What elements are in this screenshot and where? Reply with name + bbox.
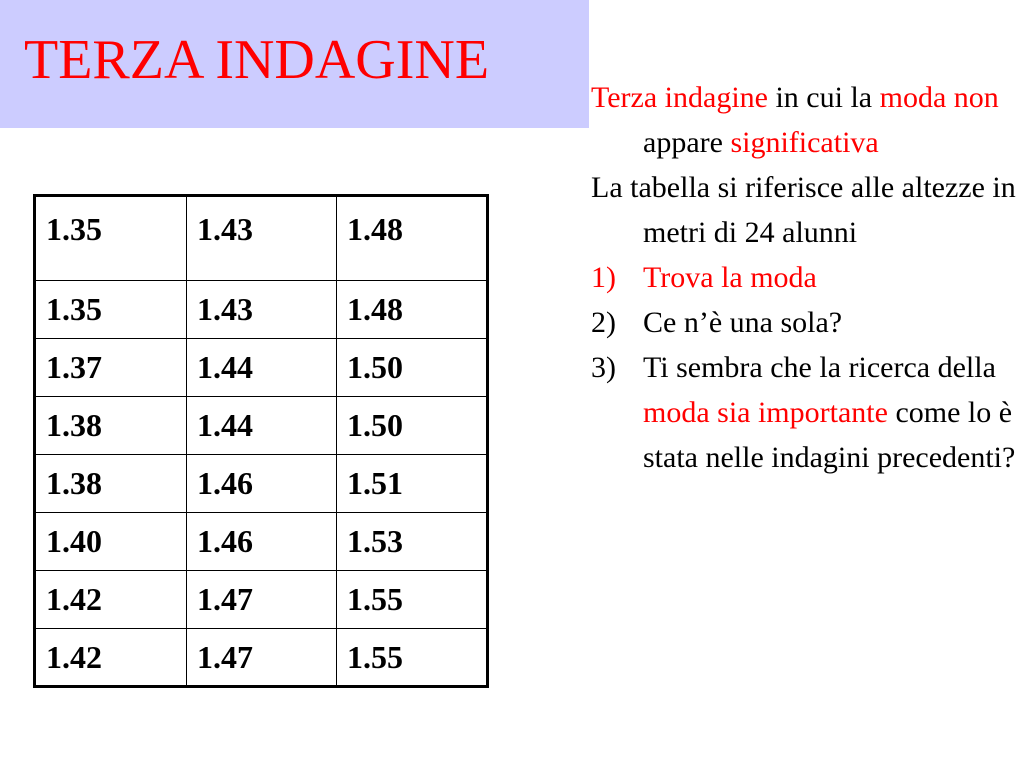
question-text-1: Trova la moda: [643, 261, 817, 294]
table-row: [35, 571, 488, 629]
question-text-3-part-2: come lo è stata nelle indagini precedenti?: [643, 396, 1016, 474]
table-cell: 1.46: [187, 513, 337, 571]
table-cell: 1.47: [187, 571, 337, 629]
table-cell: 1.38: [35, 455, 187, 513]
table-row: [35, 455, 488, 513]
table-cell: 1.55: [337, 571, 488, 629]
question-number-1: 1): [591, 261, 616, 294]
table-cell: 1.55: [337, 629, 488, 687]
intro-paragraph: [591, 75, 1016, 165]
heights-table: [33, 194, 489, 688]
table-cell: 1.43: [187, 281, 337, 339]
table-cell: 1.38: [35, 397, 187, 455]
question-number-3: 3): [591, 351, 616, 384]
question-item-1: [591, 255, 1016, 300]
question-text-3: [643, 345, 1016, 480]
question-text-3-part-1: Ti sembra che la ricerca della: [643, 351, 996, 384]
intro-highlight-3: significativa: [730, 126, 879, 159]
intro-highlight-1: Terza indagine: [591, 81, 768, 114]
table-cell: 1.48: [337, 281, 488, 339]
table-cell: 1.44: [187, 397, 337, 455]
table-cell: 1.50: [337, 397, 488, 455]
table-cell: 1.53: [337, 513, 488, 571]
table-cell: 1.40: [35, 513, 187, 571]
text-panel: [591, 75, 1016, 480]
table-cell: 1.35: [35, 281, 187, 339]
table-cell: 1.50: [337, 339, 488, 397]
table-row: [35, 196, 488, 281]
table-cell: 1.42: [35, 571, 187, 629]
question-number-2: 2): [591, 306, 616, 339]
question-item-2: [591, 300, 1016, 345]
description-paragraph: La tabella si riferisce alle altezze in metri di 24 alunni: [591, 171, 1016, 249]
intro-text-2: appare: [643, 126, 731, 159]
table-row: [35, 513, 488, 571]
question-text-3-highlight: moda sia importante: [643, 396, 888, 429]
table-cell: 1.51: [337, 455, 488, 513]
table-cell: 1.42: [35, 629, 187, 687]
table-cell: 1.35: [35, 196, 187, 281]
table-cell: 1.37: [35, 339, 187, 397]
table-cell: 1.48: [337, 196, 488, 281]
table-cell: 1.44: [187, 339, 337, 397]
table-row: [35, 397, 488, 455]
title-banner: [0, 0, 589, 128]
table-cell: 1.47: [187, 629, 337, 687]
question-item-3: [591, 345, 1016, 480]
table-row: [35, 281, 488, 339]
intro-text-1: in cui la: [767, 81, 880, 114]
table-row: [35, 629, 488, 687]
table-cell: 1.43: [187, 196, 337, 281]
table-cell: 1.46: [187, 455, 337, 513]
question-text-2: Ce n’è una sola?: [643, 306, 843, 339]
intro-highlight-2: moda non: [879, 81, 999, 114]
slide-title: TERZA INDAGINE: [24, 29, 490, 91]
table-row: [35, 339, 488, 397]
